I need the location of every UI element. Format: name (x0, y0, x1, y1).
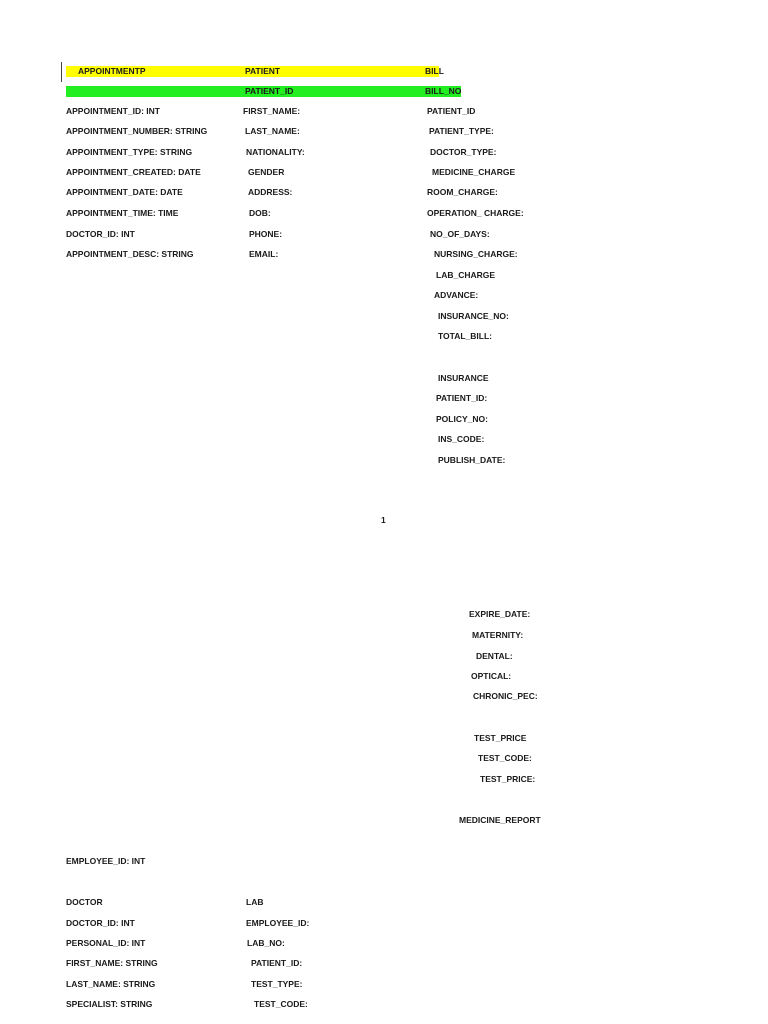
patient-field: DOB: (249, 208, 271, 218)
patient-field: NATIONALITY: (246, 147, 305, 157)
insurance-field: PATIENT_ID: (436, 393, 488, 403)
test-field: TEST_CODE: (478, 753, 532, 763)
bill-field: LAB_CHARGE (436, 270, 496, 280)
test-field: TEST_PRICE: (480, 774, 536, 784)
lab-field: PATIENT_ID: (251, 958, 303, 968)
bill-field: ADVANCE: (434, 290, 479, 300)
appointment-field: DOCTOR_ID: INT (66, 229, 135, 239)
header-patient-id: PATIENT_ID (245, 86, 294, 96)
lab-field: LAB_NO: (247, 938, 285, 948)
insurance-more-field: DENTAL: (476, 651, 513, 661)
insurance-more-field: CHRONIC_PEC: (473, 691, 538, 701)
bill-field: OPERATION_ CHARGE: (427, 208, 524, 218)
appointment-field: APPOINTMENT_ID: INT (66, 106, 160, 116)
insurance-field: POLICY_NO: (436, 414, 488, 424)
lab-field: TEST_CODE: (254, 999, 308, 1009)
insurance-more-field: MATERNITY: (472, 630, 524, 640)
doctor-field: FIRST_NAME: STRING (66, 958, 158, 968)
insurance-field: PUBLISH_DATE: (438, 455, 506, 465)
appointment-field: APPOINTMENT_DESC: STRING (66, 249, 194, 259)
bill-field: TOTAL_BILL: (438, 331, 492, 341)
bill-field: ROOM_CHARGE: (427, 187, 498, 197)
left-edge-line (61, 62, 62, 82)
patient-field: ADDRESS: (248, 187, 293, 197)
bill-field: NO_OF_DAYS: (430, 229, 490, 239)
insurance-more-field: EXPIRE_DATE: (469, 609, 531, 619)
header-appointment: APPOINTMENTP (78, 66, 146, 76)
insurance-field: INS_CODE: (438, 434, 485, 444)
appointment-field: APPOINTMENT_TYPE: STRING (66, 147, 193, 157)
patient-field: FIRST_NAME: (243, 106, 301, 116)
patient-field: GENDER (248, 167, 285, 177)
insurance-field: INSURANCE (438, 373, 489, 383)
doctor-field: LAST_NAME: STRING (66, 979, 156, 989)
doctor-field: DOCTOR_ID: INT (66, 918, 135, 928)
appointment-field: APPOINTMENT_TIME: TIME (66, 208, 179, 218)
header-patient: PATIENT (245, 66, 281, 76)
doctor-field: PERSONAL_ID: INT (66, 938, 146, 948)
employee-id-field: EMPLOYEE_ID: INT (66, 856, 146, 866)
bill-field: NURSING_CHARGE: (434, 249, 518, 259)
appointment-field: APPOINTMENT_CREATED: DATE (66, 167, 201, 177)
doctor-field: DOCTOR (66, 897, 103, 907)
lab-field: EMPLOYEE_ID: (246, 918, 310, 928)
bill-field: INSURANCE_NO: (438, 311, 509, 321)
patient-field: LAST_NAME: (245, 126, 300, 136)
doctor-field: SPECIALIST: STRING (66, 999, 153, 1009)
lab-field: LAB (246, 897, 264, 907)
test-field: TEST_PRICE (474, 733, 527, 743)
appointment-field: APPOINTMENT_DATE: DATE (66, 187, 183, 197)
header-bill-no: BILL_NO (425, 86, 462, 96)
header-bill: BILL (425, 66, 444, 76)
appointment-field: APPOINTMENT_NUMBER: STRING (66, 126, 208, 136)
medicine-report-title: MEDICINE_REPORT (459, 815, 541, 825)
lab-field: TEST_TYPE: (251, 979, 303, 989)
bill-field: PATIENT_TYPE: (429, 126, 494, 136)
page-number: 1 (381, 515, 386, 525)
insurance-more-field: OPTICAL: (471, 671, 512, 681)
bill-field: DOCTOR_TYPE: (430, 147, 497, 157)
bill-field: MEDICINE_CHARGE (432, 167, 516, 177)
patient-field: PHONE: (249, 229, 283, 239)
bill-field: PATIENT_ID (427, 106, 476, 116)
patient-field: EMAIL: (249, 249, 279, 259)
